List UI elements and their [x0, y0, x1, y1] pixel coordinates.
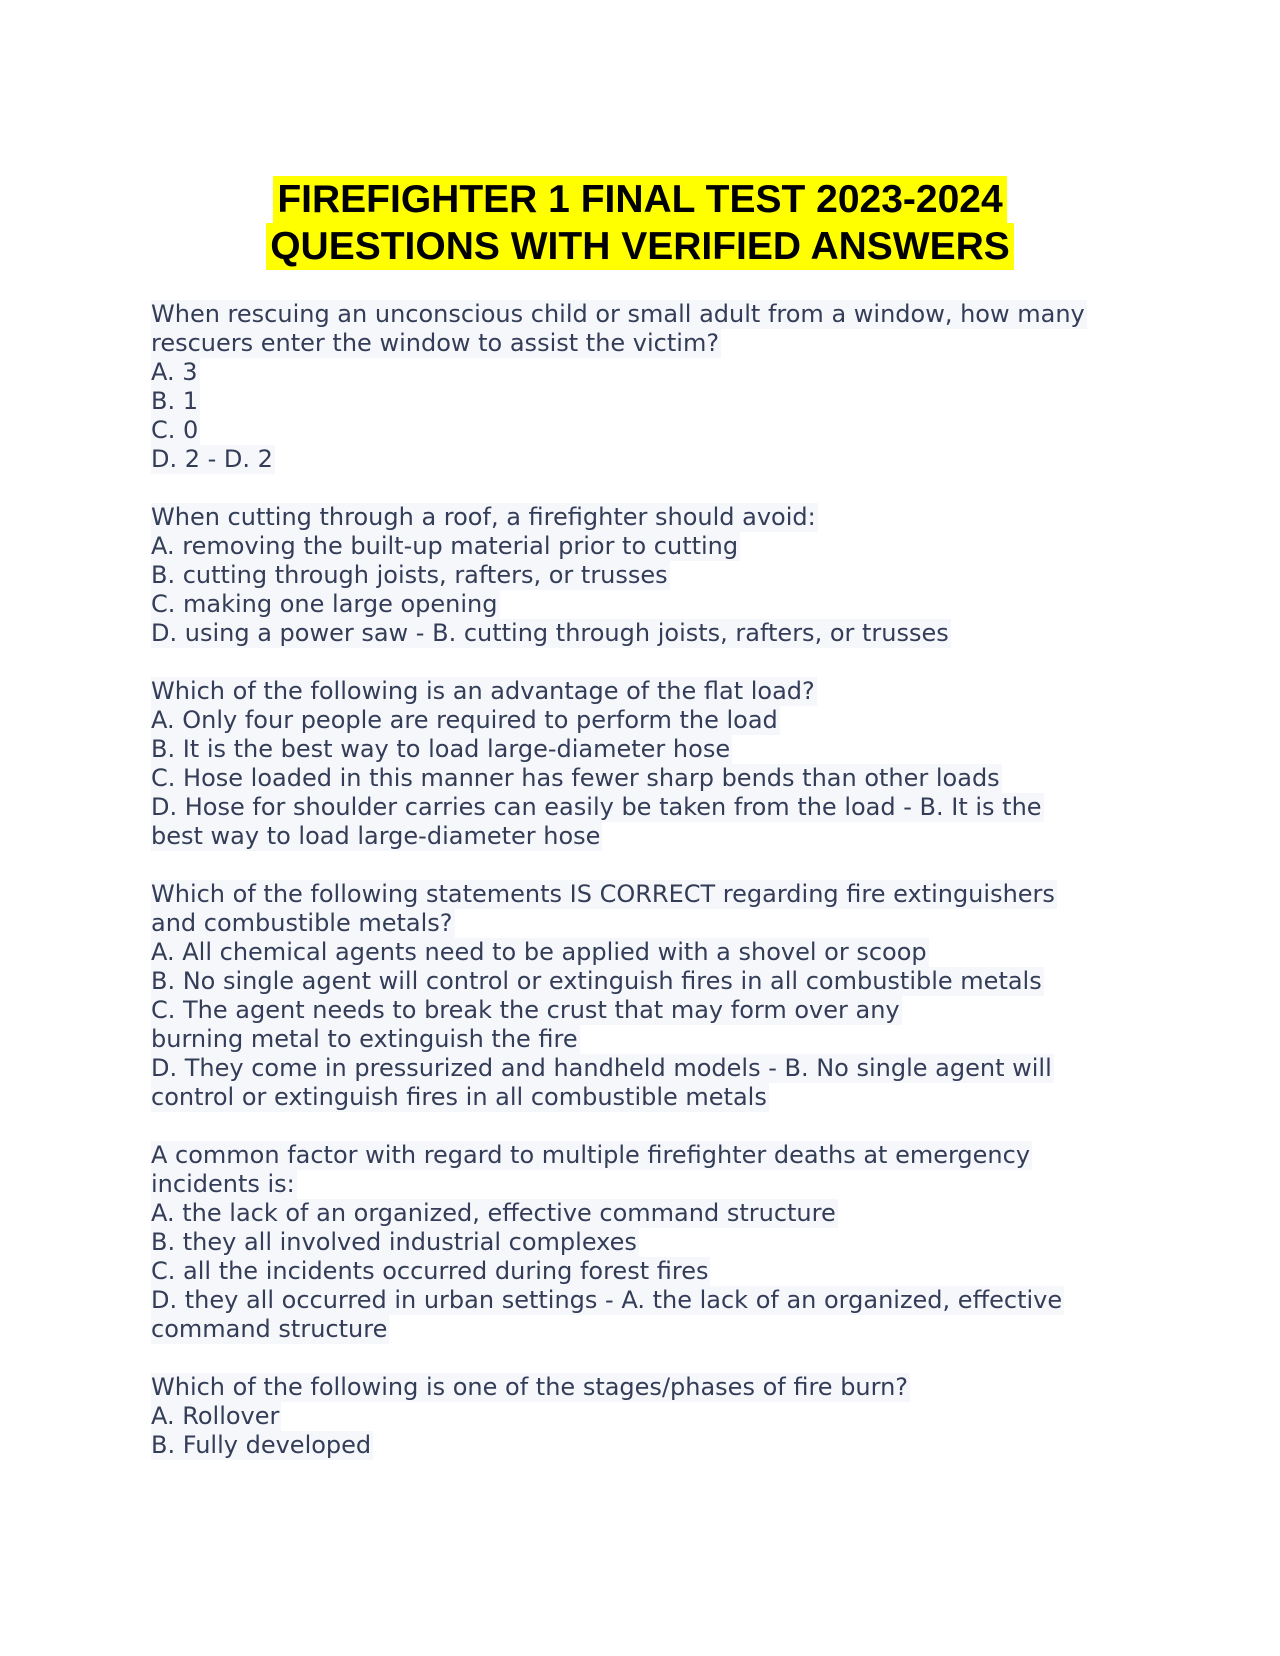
answer-option: B. It is the best way to load large-diameter hose: [151, 735, 731, 763]
answer-option: B. Fully developed: [151, 1431, 372, 1459]
answer-continuation: control or extinguish fires in all combustible metals: [151, 1083, 767, 1111]
answer-option: C. 0: [151, 416, 199, 444]
answer-continuation: command structure: [151, 1315, 388, 1343]
question-block-4: [151, 880, 1151, 1112]
answer-option: A. 3: [151, 358, 198, 386]
question-text: and combustible metals?: [151, 909, 453, 937]
answer-option: C. The agent needs to break the crust that may form over any: [151, 996, 900, 1024]
title-line-2: QUESTIONS WITH VERIFIED ANSWERS: [266, 223, 1014, 270]
answer-option: A. All chemical agents need to be applied with a shovel or scoop: [151, 938, 927, 966]
answer-option: C. making one large opening: [151, 590, 498, 618]
answer-option: burning metal to extinguish the fire: [151, 1025, 578, 1053]
answer-option: B. cutting through joists, rafters, or trusses: [151, 561, 668, 589]
answer-continuation: best way to load large-diameter hose: [151, 822, 601, 850]
answer-option: B. No single agent will control or extinguish fires in all combustible metals: [151, 967, 1042, 995]
answer-option: B. they all involved industrial complexes: [151, 1228, 637, 1256]
answer-option: A. Rollover: [151, 1402, 280, 1430]
question-block-6: [151, 1373, 1151, 1460]
answer-option: C. Hose loaded in this manner has fewer sharp bends than other loads: [151, 764, 1000, 792]
question-text: When rescuing an unconscious child or small adult from a window, how many: [151, 300, 1085, 328]
question-text: rescuers enter the window to assist the victim?: [151, 329, 720, 357]
answer-option-with-answer: D. Hose for shoulder carries can easily be taken from the load - B. It is the: [151, 793, 1042, 821]
answer-option: B. 1: [151, 387, 198, 415]
question-text: incidents is:: [151, 1170, 295, 1198]
answer-option: A. the lack of an organized, effective command structure: [151, 1199, 836, 1227]
answer-option-with-answer: D. 2 - D. 2: [151, 445, 273, 473]
question-text: Which of the following statements IS CORRECT regarding fire extinguishers: [151, 880, 1055, 908]
question-block-3: [151, 677, 1151, 851]
answer-option-with-answer: D. using a power saw - B. cutting through joists, rafters, or trusses: [151, 619, 949, 647]
answer-option: A. Only four people are required to perform the load: [151, 706, 778, 734]
answer-option: C. all the incidents occurred during forest fires: [151, 1257, 709, 1285]
question-block-1: [151, 300, 1151, 474]
document-title: [0, 176, 1280, 270]
answer-option-with-answer: D. they all occurred in urban settings - A. the lack of an organized, effective: [151, 1286, 1063, 1314]
question-list: [151, 300, 1151, 1489]
title-line-1: FIREFIGHTER 1 FINAL TEST 2023-2024: [273, 176, 1006, 223]
question-block-2: [151, 503, 1151, 648]
answer-option: A. removing the built-up material prior to cutting: [151, 532, 739, 560]
question-text: A common factor with regard to multiple firefighter deaths at emergency: [151, 1141, 1031, 1169]
question-block-5: [151, 1141, 1151, 1344]
question-text: When cutting through a roof, a firefighter should avoid:: [151, 503, 816, 531]
question-text: Which of the following is an advantage of the flat load?: [151, 677, 815, 705]
answer-option-with-answer: D. They come in pressurized and handheld models - B. No single agent will: [151, 1054, 1052, 1082]
question-text: Which of the following is one of the stages/phases of fire burn?: [151, 1373, 909, 1401]
